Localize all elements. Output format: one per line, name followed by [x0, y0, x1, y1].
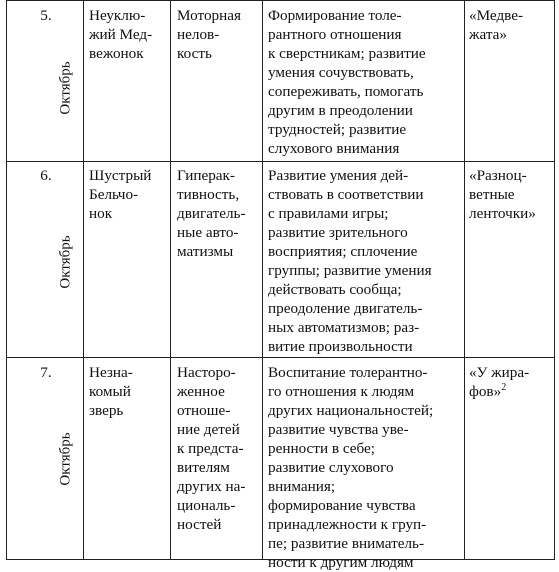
table-rule	[554, 0, 555, 560]
table-rule	[6, 357, 555, 358]
table-rule	[6, 161, 555, 162]
row-number: 7.	[40, 364, 52, 381]
table-rule	[6, 0, 555, 1]
lesson-goals: Развитие умения дей- ствовать в соответствии с правилами игры; развитие зрительного восприятия; сплочение группы; развитие умения действовать сообща; преодоление двигатель- ных автоматизмов; раз- витие произвольности	[268, 167, 432, 355]
lesson-goals: Воспитание толерантно- го отношения к людям других национальностей; развитие чувства уве- ренности в себе; развитие слухового внимания; формирование чувства принадлежности к груп- пе; развитие вниматель- ности к другим людям	[268, 364, 434, 571]
month-label: Октябрь	[57, 61, 74, 115]
lesson-problem: Насторо- женное отноше- ние детей к предста- вителям других на- циональ- ностей	[177, 364, 246, 533]
lesson-game-text: «Медве- жата»	[469, 7, 524, 43]
table-rule	[262, 0, 263, 560]
table-rule	[6, 0, 7, 560]
month-label: Октябрь	[57, 432, 74, 486]
lesson-problem: Моторная нелов- кость	[177, 7, 241, 62]
footnote-marker: 2	[501, 381, 507, 393]
table-rule	[170, 0, 171, 560]
lesson-problem: Гиперак- тивность, двигатель- ные авто- матизмы	[177, 167, 246, 260]
row-number: 6.	[40, 167, 52, 184]
lesson-title: Незна- комый зверь	[89, 364, 133, 419]
lesson-game-text: «У жира- фов»	[469, 364, 530, 400]
lesson-title: Неуклю- жий Мед- вежонок	[89, 7, 153, 62]
lesson-goals: Формирование толе- рантного отношения к сверстникам; развитие умения сочувствовать, сопереживать, помогать другим в преодолении трудностей; развитие слухового внимания	[268, 7, 426, 157]
row-number: 5.	[40, 7, 52, 24]
month-label: Октябрь	[57, 235, 74, 289]
lesson-game-text: «Разноц- ветные ленточки»	[469, 167, 536, 222]
table-rule	[464, 0, 465, 560]
lesson-game	[469, 6, 553, 44]
lesson-game	[469, 166, 553, 223]
table-rule	[83, 0, 84, 560]
lesson-game	[469, 363, 553, 401]
lesson-title: Шустрый Бельчо- нок	[89, 167, 152, 222]
